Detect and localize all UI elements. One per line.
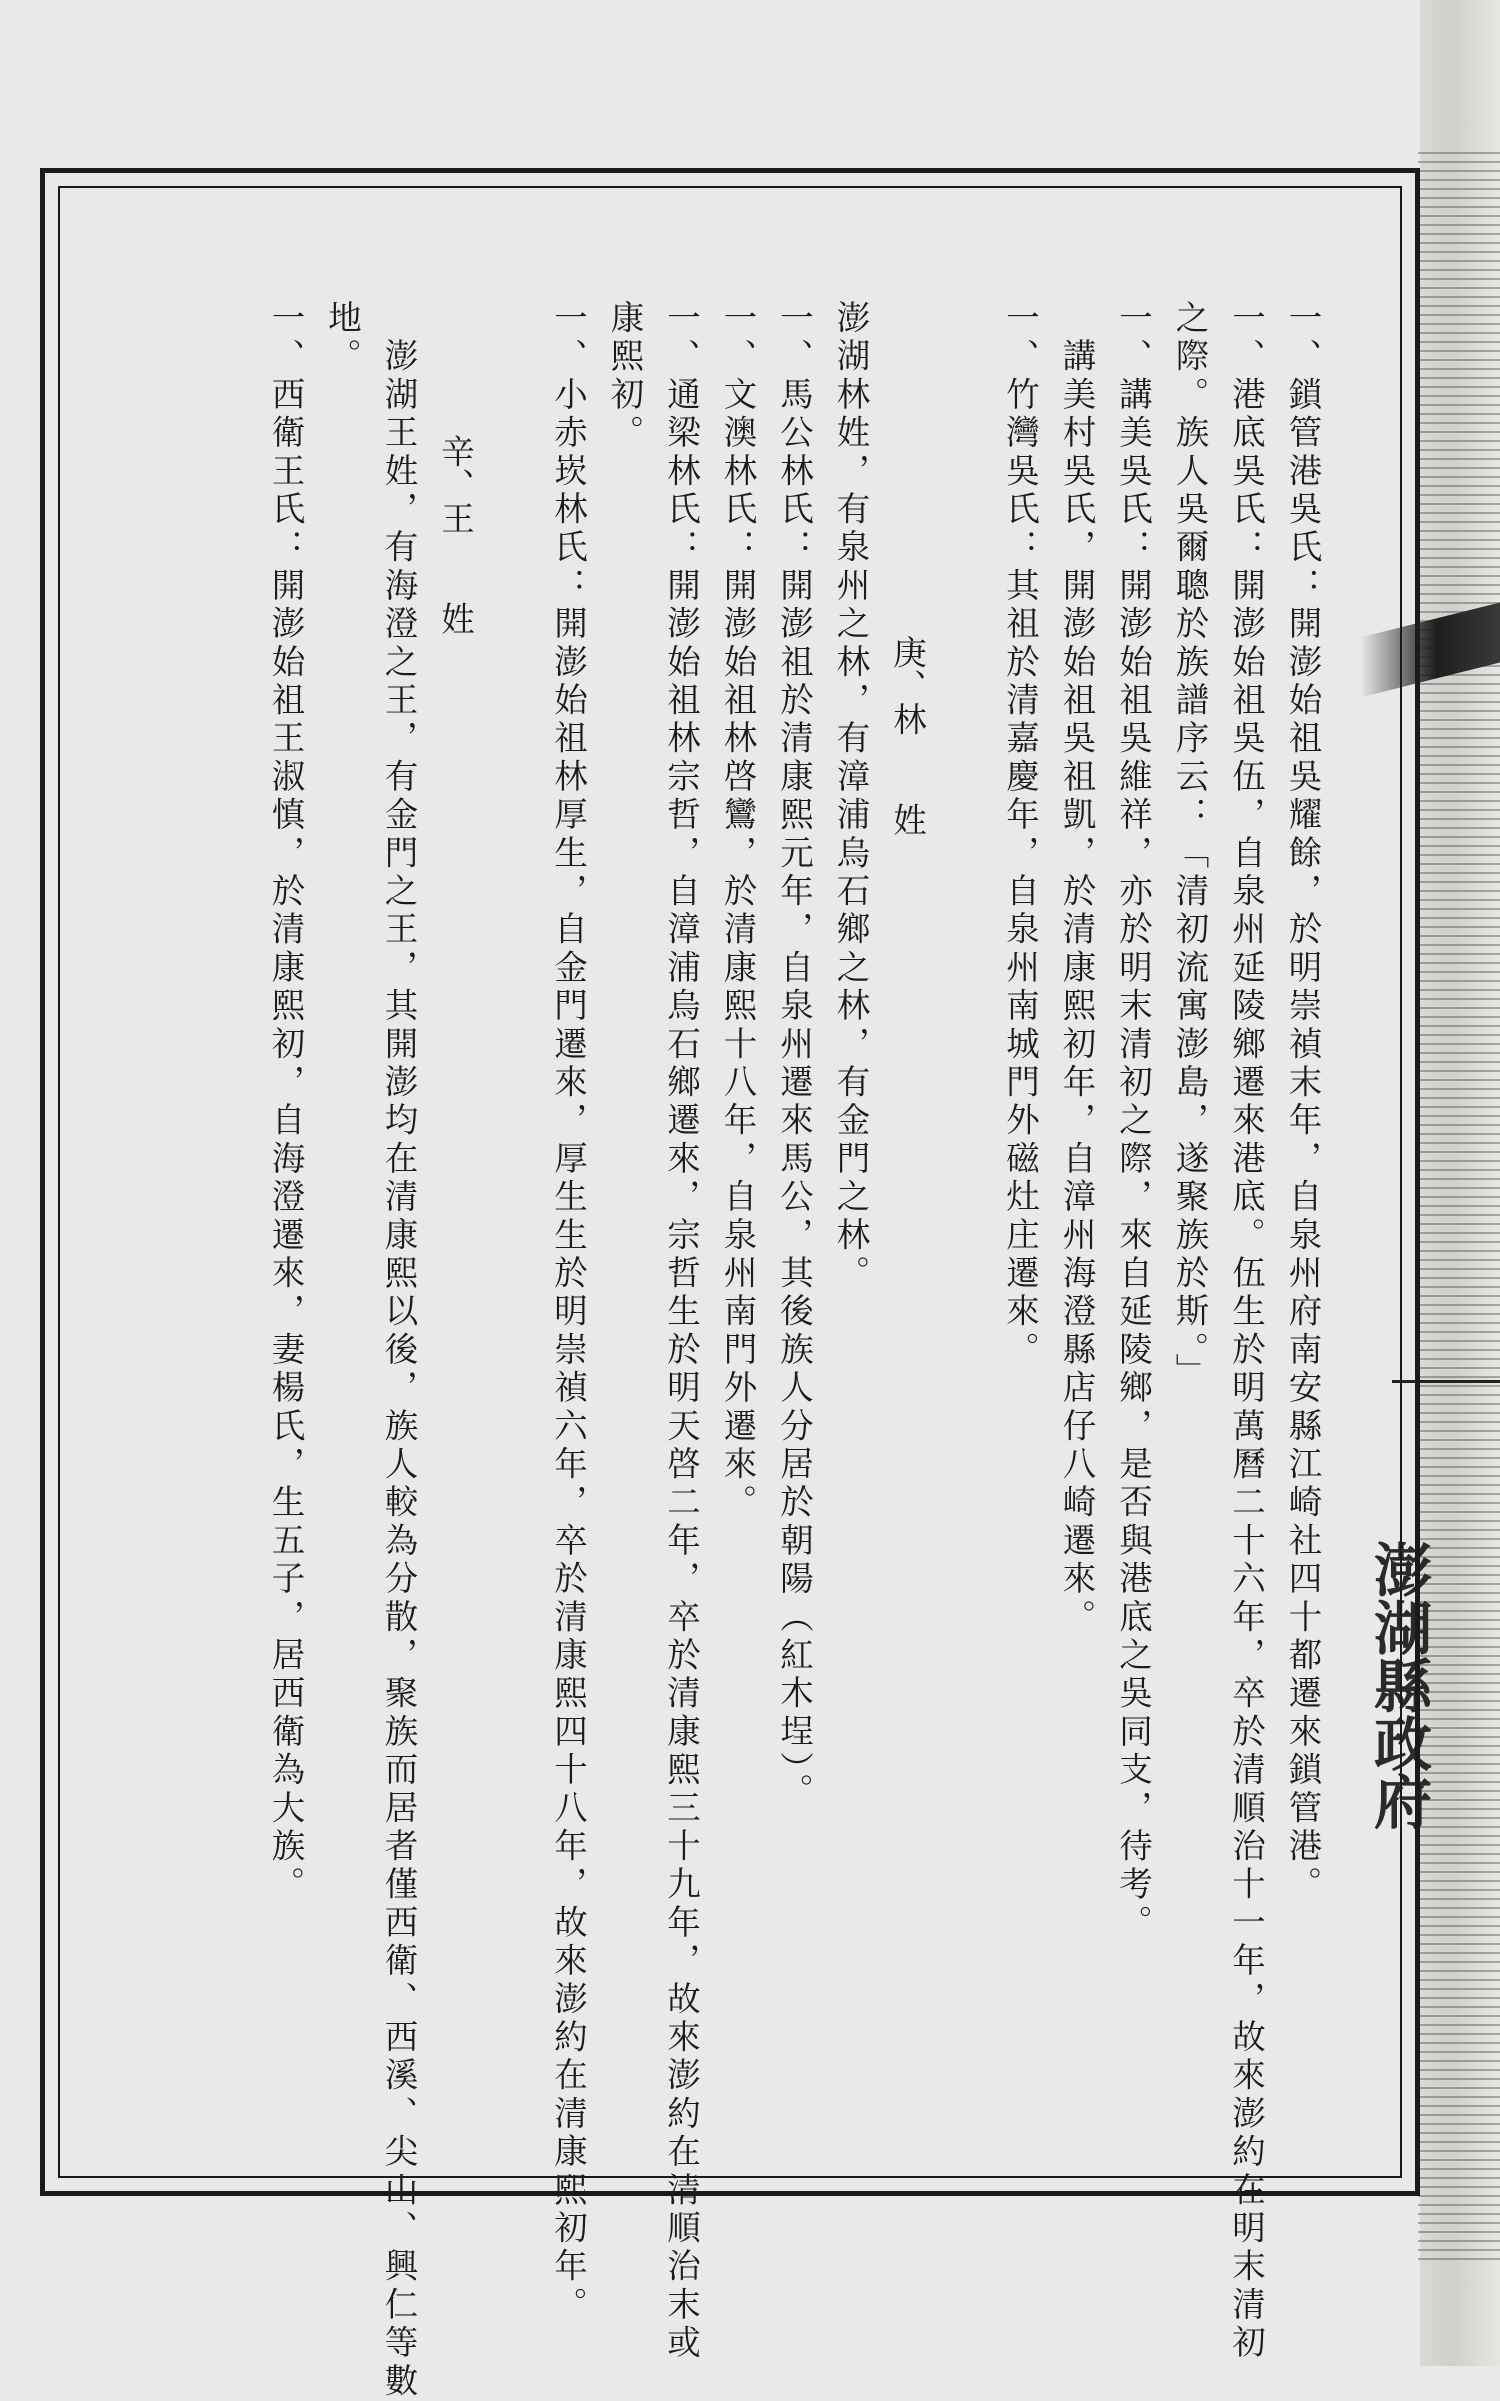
blank-column: [935, 300, 992, 2000]
text-column: 康熙初。: [605, 300, 644, 453]
text-column: 澎湖王姓，有海澄之王，有金門之王，其開澎均在清康熙以後，族人較為分散，聚族而居者僅西衛、西溪、尖山、興仁等數: [379, 300, 418, 2401]
adjacent-page-header: 澎湖縣政府: [1364, 1540, 1432, 1830]
text-column: 一、鎖管港吳氏：開澎始祖吳耀餘，於明崇禎末年，自泉州府南安縣江崎社四十都遷來鎖管港。: [1283, 300, 1322, 1905]
section-heading: 庚、林 姓: [887, 300, 927, 836]
text-column: 一、竹灣吳氏：其祖於清嘉慶年，自泉州南城門外磁灶庄遷來。: [1000, 300, 1040, 1370]
text-column: 地。: [322, 300, 362, 377]
text-column: 一、小赤崁林氏：開澎始祖林厚生，自金門遷來，厚生生於明崇禎六年，卒於清康熙四十八年，故來澎約在清康熙初年。: [548, 300, 588, 2325]
text-column: 一、西衛王氏：開澎始祖王淑慎，於清康熙初，自海澄遷來，妻楊氏，生五子，居西衛為大族。: [266, 300, 305, 1905]
vertical-text-body: [90, 300, 1330, 2401]
text-column: 一、通梁林氏：開澎始祖林宗哲，自漳浦烏石鄉遷來，宗哲生於明天啓二年，卒於清康熙三十九年，故來澎約在清順治末或: [661, 300, 701, 2363]
blank-column: [483, 300, 540, 2000]
text-column: 澎湖林姓，有泉州之林，有漳浦烏石鄉之林，有金門之林。: [831, 300, 870, 1294]
text-column: 之際。族人吳爾聰於族譜序云：「清初流寓澎島，遂聚族於斯。」: [1170, 300, 1209, 1392]
text-column: 一、馬公林氏：開澎祖於清康熙元年，自泉州遷來馬公，其後族人分居於朝陽（紅木埕）。: [774, 300, 814, 1812]
section-heading: 辛、王 姓: [435, 300, 475, 635]
text-column: 講美村吳氏，開澎始祖吳祖凱，於清康熙初年，自漳州海澄縣店仔八崎遷來。: [1057, 300, 1096, 1637]
binding-shadow: [1418, 150, 1500, 2260]
text-column: 一、講美吳氏：開澎始祖吳維祥，亦於明末清初之際，來自延陵鄉，是否與港底之吳同支，待考。: [1113, 300, 1153, 1943]
text-column: 一、文澳林氏：開澎始祖林啓鸞，於清康熙十八年，自泉州南門外遷來。: [718, 300, 757, 1523]
text-column: 一、港底吳氏：開澎始祖吳伍，自泉州延陵鄉遷來港底。伍生於明萬曆二十六年，卒於清順治十一年，故來澎約在明末清初: [1226, 300, 1266, 2363]
